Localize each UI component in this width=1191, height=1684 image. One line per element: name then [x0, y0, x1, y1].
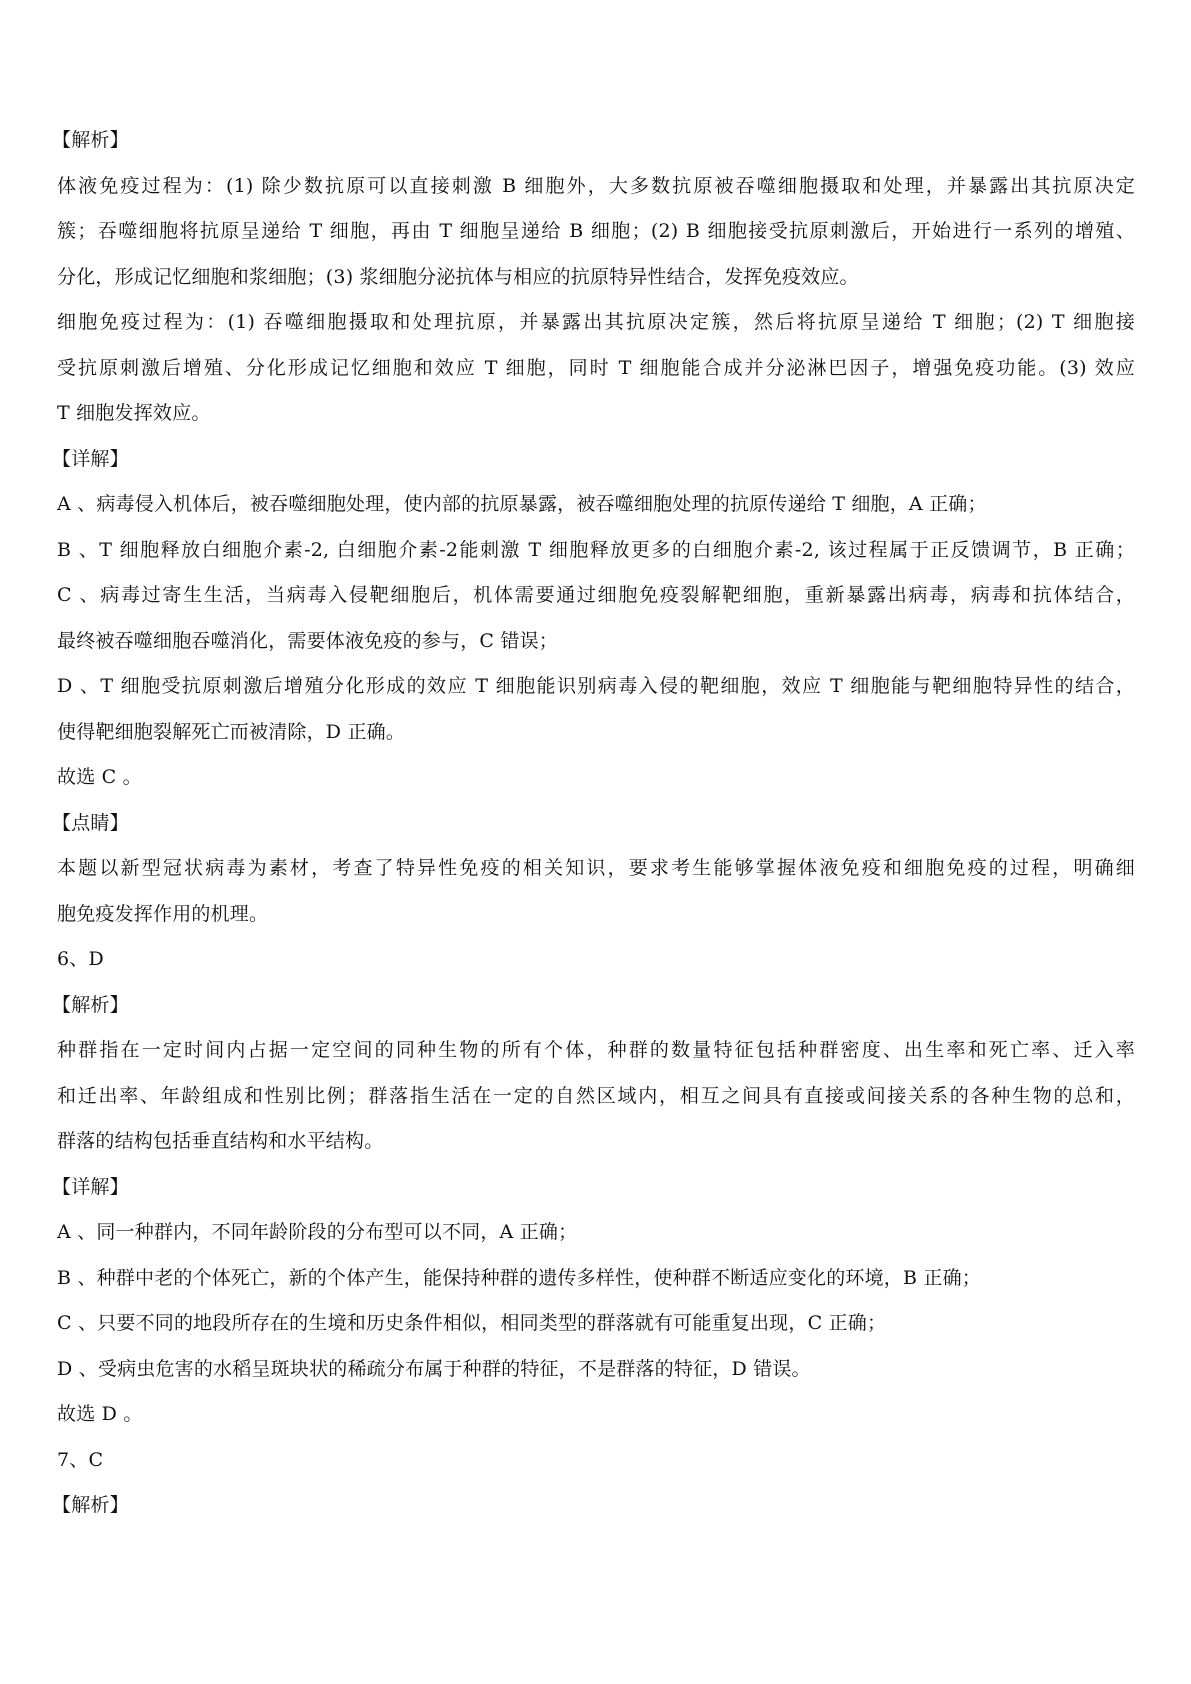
text-line: 种群指在一定时间内占据一定空间的同种生物的所有个体，种群的数量特征包括种群密度、出生率和死亡率、迁入率: [57, 1039, 1135, 1061]
section-heading: 【点睛】: [52, 811, 129, 834]
text-line: A 、同一种群内，不同年龄阶段的分布型可以不同，A 正确；: [57, 1221, 578, 1243]
text-line: A 、病毒侵入机体后，被吞噬细胞处理，使内部的抗原暴露，被吞噬细胞处理的抗原传递给 T 细胞，A 正确；: [57, 493, 987, 515]
text-line: 体液免疫过程为：(1) 除少数抗原可以直接刺激 B 细胞外，大多数抗原被吞噬细胞摄取和处理，并暴露出其抗原决定: [57, 174, 1135, 197]
text-line: D 、T 细胞受抗原刺激后增殖分化形成的效应 T 细胞能识别病毒入侵的靶细胞，效应 T 细胞能与靶细胞特异性的结合，: [57, 675, 1135, 697]
text-line: 胞免疫发挥作用的机理。: [57, 902, 269, 925]
text-line: B 、T 细胞释放白细胞介素-2, 白细胞介素-2能刺激 T 细胞释放更多的白细胞介素-2, 该过程属于正反馈调节，B 正确；: [57, 538, 1135, 561]
text-line: 分化，形成记忆细胞和浆细胞；(3) 浆细胞分泌抗体与相应的抗原特异性结合，发挥免疫效应。: [57, 265, 859, 288]
text-line: 和迁出率、年龄组成和性别比例；群落指生活在一定的自然区域内，相互之间具有直接或间接关系的各种生物的总和，: [57, 1084, 1135, 1107]
section-heading: 【详解】: [52, 447, 129, 470]
text-line: C 、病毒过寄生生活，当病毒入侵靶细胞后，机体需要通过细胞免疫裂解靶细胞，重新暴露出病毒，病毒和抗体结合，: [57, 584, 1135, 606]
text-line: D 、受病虫危害的水稻呈斑块状的稀疏分布属于种群的特征，不是群落的特征，D 错误。: [57, 1357, 811, 1380]
text-line: 6、D: [57, 948, 104, 970]
text-line: 簇；吞噬细胞将抗原呈递给 T 细胞，再由 T 细胞呈递给 B 细胞；(2) B 细胞接受抗原刺激后，开始进行一系列的增殖、: [57, 220, 1135, 242]
text-line: T 细胞发挥效应。: [57, 402, 211, 424]
text-line: 使得靶细胞裂解死亡而被清除，D 正确。: [57, 720, 406, 743]
section-heading: 【详解】: [52, 1175, 129, 1198]
text-line: 受抗原刺激后增殖、分化形成记忆细胞和效应 T 细胞，同时 T 细胞能合成并分泌淋巴因子，增强免疫功能。(3) 效应: [57, 356, 1135, 379]
text-line: B 、种群中老的个体死亡，新的个体产生，能保持种群的遗传多样性，使种群不断适应变化的环境，B 正确；: [57, 1266, 982, 1289]
text-line: 群落的结构包括垂直结构和水平结构。: [57, 1130, 384, 1152]
text-line: 细胞免疫过程为：(1) 吞噬细胞摄取和处理抗原，并暴露出其抗原决定簇，然后将抗原呈递给 T 细胞；(2) T 细胞接: [57, 311, 1135, 333]
document-page: [52, 118, 1135, 1529]
text-line: 故选 D 。: [57, 1403, 143, 1425]
text-line: 本题以新型冠状病毒为素材，考查了特异性免疫的相关知识，要求考生能够掌握体液免疫和细胞免疫的过程，明确细: [57, 857, 1135, 879]
text-line: 故选 C 。: [57, 766, 142, 788]
section-heading: 【解析】: [52, 993, 129, 1016]
text-line: 7、C: [57, 1448, 104, 1471]
text-line: 最终被吞噬细胞吞噬消化，需要体液免疫的参与，C 错误；: [57, 629, 558, 652]
text-line: C 、只要不同的地段所存在的生境和历史条件相似，相同类型的群落就有可能重复出现，C 正确；: [57, 1312, 887, 1334]
section-heading: 【解析】: [52, 129, 129, 151]
section-heading: 【解析】: [52, 1494, 129, 1516]
